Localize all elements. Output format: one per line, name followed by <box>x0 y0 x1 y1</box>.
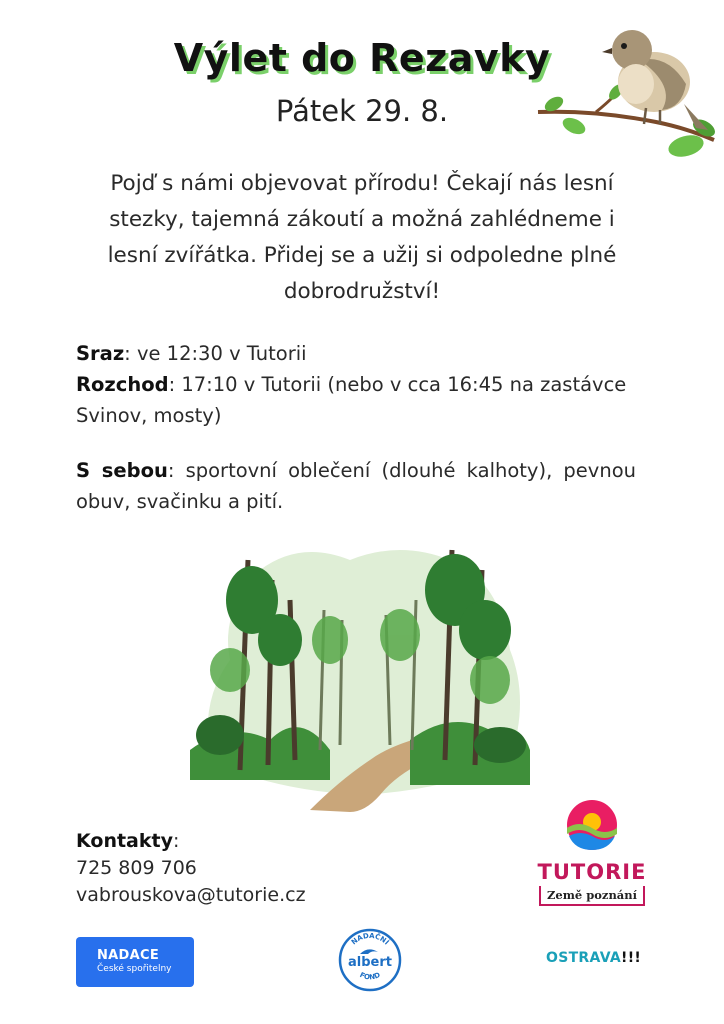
ostrava-logo <box>546 950 641 966</box>
tutorie-name: TUTORIE <box>537 860 647 884</box>
bring-value: : sportovní oblečení (dlouhé kalhoty), pevnou obuv, svačinku a pití. <box>76 459 636 513</box>
bring-info <box>76 455 636 517</box>
albert-logo <box>338 928 402 992</box>
meeting-info <box>76 338 636 431</box>
contacts-block <box>76 828 306 909</box>
meeting-value: : ve 12:30 v Tutorii <box>124 342 307 365</box>
nadace-name: NADACE <box>97 948 160 963</box>
nadace-subtitle: České spořitelny <box>97 964 172 974</box>
contacts-colon: : <box>172 830 180 852</box>
contacts-label: Kontakty <box>76 830 173 852</box>
meeting-time <box>76 338 636 369</box>
forest-illustration <box>190 540 530 820</box>
page-title: Výlet do Rezavky <box>173 36 551 80</box>
contacts-heading <box>76 828 306 855</box>
albert-name: albert <box>348 955 392 970</box>
ostrava-name: OSTRAVA <box>546 950 622 966</box>
albert-top-text: NADAČNÍ <box>349 931 391 947</box>
departure-label: Rozchod <box>76 373 169 396</box>
tutorie-logo-icon <box>565 798 619 852</box>
departure-value: : 17:10 v Tutorii (nebo v cca 16:45 na zastávce Svinov, mosty) <box>76 373 627 427</box>
tutorie-subtitle: Země poznání <box>539 886 645 906</box>
nadace-logo <box>76 937 194 987</box>
bird-on-branch-icon <box>536 24 716 164</box>
meeting-label: Sraz <box>76 342 125 365</box>
contact-phone[interactable]: 725 809 706 <box>76 857 197 879</box>
intro-text: Pojď s námi objevovat přírodu! Čekají nás lesní stezky, tajemná zákoutí a možná zahlédneme i lesní zvířátka. Přidej se a užij si odpoledne plné dobrodružství! <box>107 171 617 304</box>
albert-bottom-text: FOND <box>358 970 382 982</box>
event-date: Pátek 29. 8. <box>275 94 449 128</box>
contact-email[interactable]: vabrouskova@tutorie.cz <box>76 884 306 906</box>
bring-label: S sebou <box>76 459 168 482</box>
departure-time <box>76 369 636 431</box>
tutorie-logo <box>532 798 652 906</box>
ostrava-mark: !!! <box>621 950 642 966</box>
